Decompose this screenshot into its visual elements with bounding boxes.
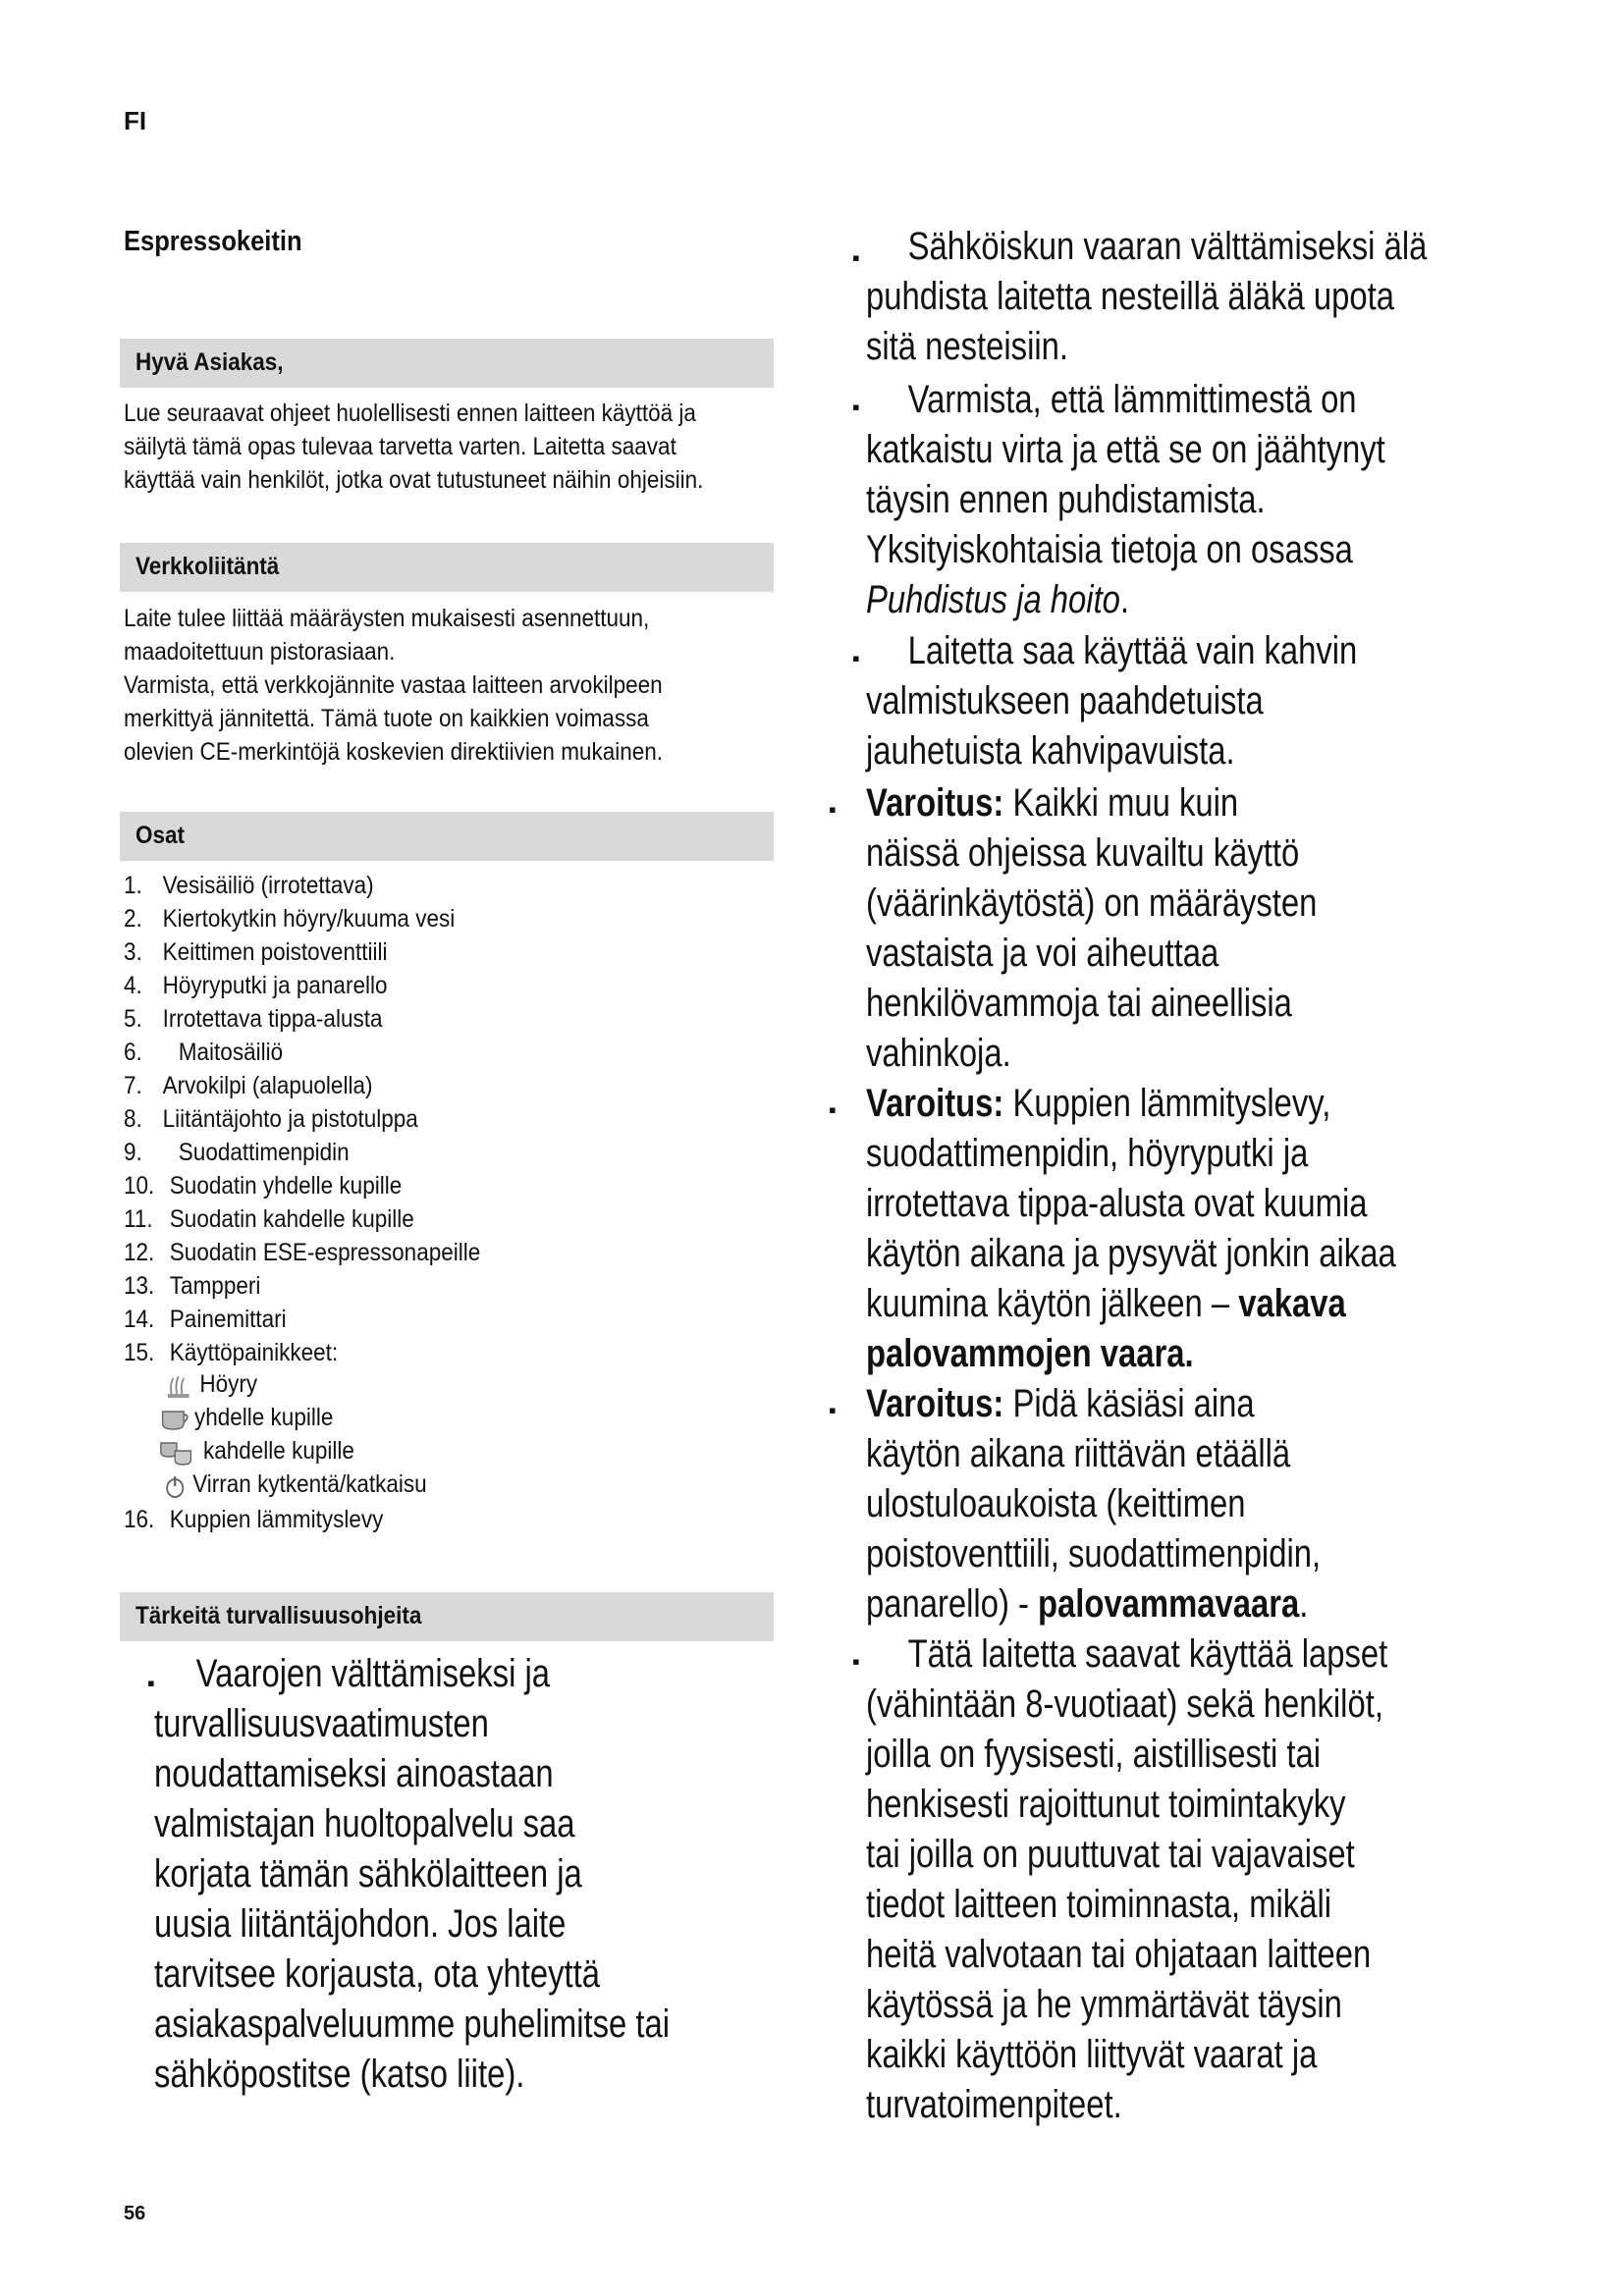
language-code: FI <box>124 106 147 135</box>
text-line: säilytä tämä opas tulevaa tarvetta varten. Laitetta saavat <box>124 433 677 460</box>
list-item: 15. Käyttöpainikkeet: <box>124 1339 339 1366</box>
bullet-icon: ▪ <box>829 1097 837 1122</box>
bullet-icon: ▪ <box>852 395 860 419</box>
list-item-one-cup: yhdelle kupille <box>159 1404 333 1432</box>
bullet-icon: ▪ <box>852 245 860 270</box>
list-item: 12. Suodatin ESE-espressonapeille <box>124 1239 481 1266</box>
list-item-two-cups: kahdelle kupille <box>159 1437 354 1466</box>
text-line: Laite tulee liittää määräysten mukaisesti asennettuun, <box>124 605 650 632</box>
list-item-power: Virran kytkentä/katkaisu <box>163 1470 427 1499</box>
bullet-icon: ▪ <box>829 797 837 822</box>
customer-text <box>124 397 725 497</box>
list-item: 3. Keittimen poistoventtiili <box>124 938 388 966</box>
right-bullet-4: Varoitus: Kaikki muu kuin näissä ohjeissa kuvailtu käyttö (väärinkäytöstä) on määräysten vastaista ja voi aiheuttaa henkilövammoja tai aineellisia vahinkoja. <box>866 781 1318 1075</box>
list-item: 10. Suodatin yhdelle kupille <box>124 1172 403 1200</box>
list-item: 8. Liitäntäjohto ja pistotulppa <box>124 1105 418 1133</box>
list-item: 1. Vesisäiliö (irrotettava) <box>124 872 374 899</box>
section-title: Osat <box>135 822 186 849</box>
section-header-safety <box>120 1592 774 1641</box>
bullet-icon: ▪ <box>829 1398 837 1422</box>
list-item: 11. Suodatin kahdelle kupille <box>124 1205 414 1233</box>
list-item: 4. Höyryputki ja panarello <box>124 972 388 999</box>
section-title: Hyvä Asiakas, <box>135 348 284 376</box>
right-bullet-5: Varoitus: Kuppien lämmityslevy, suodattimenpidin, höyryputki ja irrotettava tippa-alusta ovat kuumia käytön aikana ja pysyvät jonkin aikaa kuumina käytön jälkeen – vakava palovammojen vaara. <box>866 1082 1396 1375</box>
list-item: 7. Arvokilpi (alapuolella) <box>124 1072 373 1099</box>
right-bullet-1: Sähköiskun vaaran välttämiseksi älä puhdista laitetta nesteillä äläkä upota sitä nesteisiin. <box>866 225 1428 368</box>
right-bullet-7: Tätä laitetta saavat käyttää lapset (vähintään 8-vuotiaat) sekä henkilöt, joilla on fyysisesti, aistillisesti tai henkisesti rajoittunut toimintakyky tai joilla on puuttuvat tai vajavaiset tiedot laitteen toiminnasta, mikäli heitä valvotaan tai ohjataan laitteen käytössä ja he ymmärtävät täysin kaikki käyttöön liittyvät vaarat ja turvatoimenpiteet. <box>866 1632 1388 2126</box>
safety-bullet-1: Vaarojen välttämiseksi ja turvallisuusvaatimusten noudattamiseksi ainoastaan valmistajan huoltopalvelu saa korjata tämän sähkölaitteen ja uusia liitäntäjohdon. Jos laite tarvitsee korjausta, ota yhteyttä asiakaspalveluumme puhelimitse tai sähköpostitse (katso liite). <box>154 1652 671 2096</box>
text-line: olevien CE-merkintöjä koskevien direktiivien mukainen. <box>124 738 663 766</box>
network-text <box>124 602 725 769</box>
two-cups-icon <box>159 1439 199 1465</box>
bullet-icon: ▪ <box>852 1649 860 1674</box>
section-title: Verkkoliitäntä <box>135 553 280 580</box>
one-cup-icon <box>159 1406 190 1431</box>
text-line: käyttää vain henkilöt, jotka ovat tutustuneet näihin ohjeisiin. <box>124 466 704 494</box>
text-line: Varmista, että verkkojännite vastaa laitteen arvokilpeen <box>124 671 663 699</box>
bullet-icon: ▪ <box>147 1671 155 1695</box>
list-item-steam: Höyry <box>164 1370 257 1399</box>
text-line: maadoitettuun pistorasiaan. <box>124 638 396 666</box>
right-bullet-6: Varoitus: Pidä käsiäsi aina käytön aikana riittävän etäällä ulostuloaukoista (keittimen poistoventtiili, suodattimenpidin, panarello) - palovammavaara. <box>866 1382 1322 1626</box>
right-bullet-3: Laitetta saa käyttää vain kahvin valmistukseen paahdetuista jauhetuista kahvipavuista. <box>866 629 1358 773</box>
section-header-network <box>120 543 774 592</box>
bullet-icon: ▪ <box>852 646 860 670</box>
list-item: 2. Kiertokytkin höyry/kuuma vesi <box>124 905 456 933</box>
power-icon <box>163 1472 189 1498</box>
section-title: Tärkeitä turvallisuusohjeita <box>135 1602 422 1629</box>
list-item: 14. Painemittari <box>124 1306 287 1333</box>
page-title: Espressokeitin <box>124 226 302 257</box>
steam-icon <box>164 1372 195 1398</box>
section-header-parts <box>120 812 774 861</box>
list-item: 6. Maitosäiliö <box>124 1039 284 1066</box>
list-item: 5. Irrotettava tippa-alusta <box>124 1005 383 1033</box>
text-line: Lue seuraavat ohjeet huolellisesti ennen laitteen käyttöä ja <box>124 400 696 427</box>
page-number: 56 <box>124 2203 146 2224</box>
text-line: merkittyä jännitettä. Tämä tuote on kaikkien voimassa <box>124 705 649 732</box>
list-item: 9. Suodattimenpidin <box>124 1139 350 1166</box>
list-item: 16. Kuppien lämmityslevy <box>124 1506 384 1533</box>
list-item: 13. Tampperi <box>124 1272 261 1300</box>
right-bullet-2: Varmista, että lämmittimestä on katkaistu virta ja että se on jäähtynyt täysin ennen puhdistamista. Yksityiskohtaisia tietoja on osassa Puhdistus ja hoito. <box>866 378 1385 621</box>
section-header-customer <box>120 339 774 388</box>
